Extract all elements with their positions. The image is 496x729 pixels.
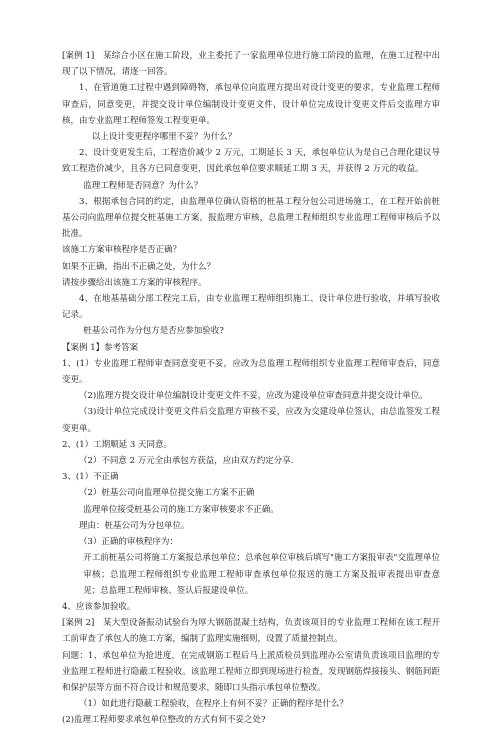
paragraph: 开工前桩基公司将施工方案报总承包单位；总承包单位审核后填写"施工方案报审表"交监理单位审核；总监理工程师组织专业监理工程师审查承包单位报送的施工方案及报审表提出审查意见；总监理工程师审核、签认后报建设单位。 [83,553,440,596]
paragraph: 4、在地基基础分部工程完工后，由专业监理工程师组织施工、设计单位进行验收，并填写验收记录。 [62,294,440,321]
paragraph: 请按步骤给出该施工方案的审核程序。 [62,277,207,288]
paragraph: 理由：桩基公司为分包单位。 [79,520,190,531]
paragraph: 如果不正确，指出不正确之处，为什么？ [62,261,216,272]
paragraph: （3）正确的审核程序为： [79,537,178,548]
paragraph: 4、应该参加验收。 [62,601,136,612]
paragraph: 以上设计变更程序哪里不妥？为什么？ [91,132,237,143]
paragraph: 【案例 1】参考答案 [62,342,139,353]
paragraph: （1）如此进行隐蔽工程验收，在程序上有何不妥？正确的程序是什么？ [79,699,348,710]
paragraph: 问题：1、承包单位为抢进度，在完成钢筋工程后马上派质检员到监理办公室请负责该项目监理的专业监理工程师进行隐蔽工程验收。该监理工程师立即到现场进行检查，发现钢筋焊接接头、钢筋间距和保护层等方面不符合设计和规范要求，随即口头指示承包单位整改。 [62,650,440,693]
paragraph: 该施工方案审核程序是否正确？ [62,245,182,256]
paragraph: [案例 2] 某大型设备振动试验台为厚大钢筋混凝土结构，负责该项目的专业监理工程师在该工程开工前审查了承包人的施工方案，编制了监理实施细则，设置了质量控制点。 [62,618,440,645]
paragraph: （2)监理方提交设计单位编制设计变更文件不妥，应改为建设单位审查同意并提交设计单位。 [79,391,428,402]
paragraph: （2）桩基公司向监理单位提交施工方案不正确 [79,488,255,499]
paragraph: 2、设计变更发生后，工程造价减少 2 万元，工期延长 3 天，承包单位认为是自己合理化建议导致工程造价减少，且各方已同意变更，因此承包单位要求顺延工期 3 天，并获得 2 万元的收益。 [62,148,440,175]
paragraph: (2)监理工程师要求承包单位整改的方式有何不妥之处? [62,715,266,726]
paragraph: 桩基公司作为分包方是否应参加验收? [83,326,224,337]
paragraph: （2）不同意 2 万元全由承包方获益，应由双方约定分享. [79,456,294,467]
paragraph: 监理单位接受桩基公司的施工方案审核要求不正确。 [83,504,279,515]
paragraph: 监理工程师是否同意？为什么？ [83,180,203,191]
paragraph: 3、根据承包合同的约定，由监理单位确认资格的桩基工程分包公司进场施工，在工程开始前桩基公司向监理单位提交桩基施工方案，报监理方审核，总监理工程师组织专业监理工程师审核后予以批准。 [62,196,440,240]
paragraph: 3、(1）不正确 [62,472,119,483]
paragraph: [案例 1] 某综合小区在施工阶段，业主委托了一家监理单位进行施工阶段的监理，在施工过程中出现了以下情况，请逐一回答。 [62,51,440,78]
paragraph: 1、在管道施工过程中遇到障碍物，承包单位向监理方提出对设计变更的要求，专业监理工程师审查后，同意变更，并提交设计单位编制设计变更文件，设计单位完成设计变更文件后交监理方审核，由专业监理工程师签发工程变更单。 [62,83,440,126]
paragraph: 2、(1）工期顺延 3 天同意。 [62,439,172,450]
paragraph: （3)设计单位完成设计变更文件后交监理方审核不妥，应改为交建设单位签认，由总监签发工程变更单。 [62,407,440,434]
paragraph: 1、(1）专业监理工程师审查同意变更不妥，应改为总监理工程师组织专业监理工程师审查后，同意变更。 [62,358,440,386]
